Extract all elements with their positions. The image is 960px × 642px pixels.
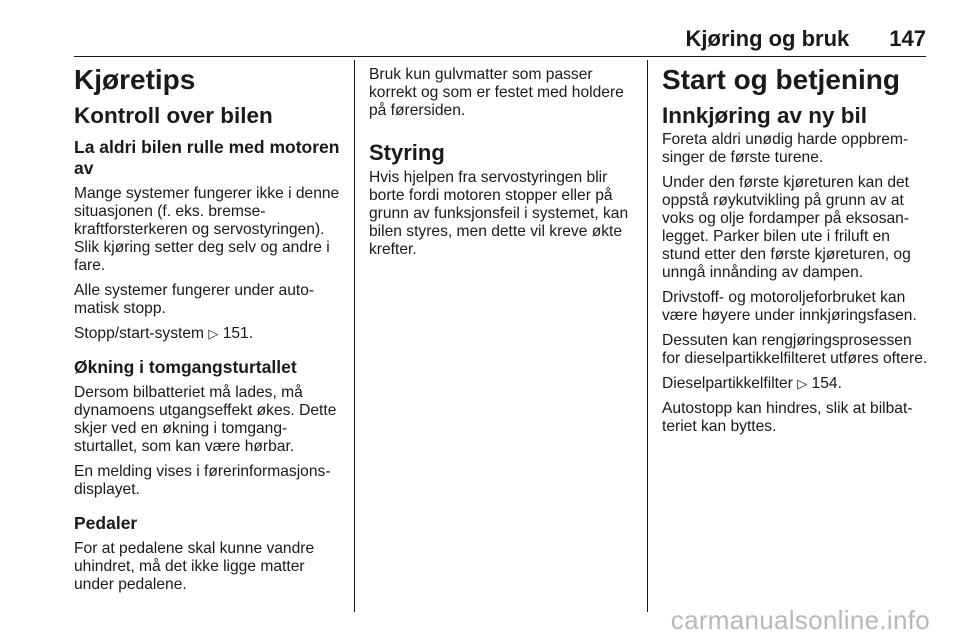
column-1 xyxy=(74,64,344,601)
paragraph: Autostopp kan hindres, slik at bilbat-teriet kan byttes. xyxy=(662,400,913,435)
heading-styring: Styring xyxy=(369,140,445,165)
crossref-page[interactable]: 154. xyxy=(811,375,842,392)
crossref-paragraph xyxy=(74,325,344,343)
paragraph: Bruk kun gulvmatter som passer korrekt og som er festet med holdere på førersiden. xyxy=(369,66,624,119)
column-3 xyxy=(662,64,930,443)
page-header xyxy=(686,26,926,52)
page-number: 147 xyxy=(889,26,926,51)
subheading-tomgang: Økning i tomgangsturtallet xyxy=(74,357,297,377)
arrow-right-icon: ▷ xyxy=(797,376,808,391)
column-2 xyxy=(369,66,635,266)
paragraph: Dessuten kan rengjøringsprosessen for dieselpartikkelfilteret utføres oftere. xyxy=(662,332,928,367)
subheading-rulle: La aldri bilen rulle med motoren av xyxy=(74,137,340,178)
header-section-title: Kjøring og bruk xyxy=(685,26,850,51)
paragraph: Foreta aldri unødig harde oppbrem-singer de første turene. xyxy=(662,131,909,166)
paragraph: En melding vises i førerinformasjons-displayet. xyxy=(74,463,331,498)
paragraph: Dersom bilbatteriet må lades, må dynamoens utgangseffekt økes. Dette skjer ved en økning i tomgang-sturtallet, som kan være hørbar. xyxy=(74,384,337,455)
crossref-text: Stopp/start-system xyxy=(74,325,204,342)
paragraph: For at pedalene skal kunne vandre uhindret, må det ikke ligge matter under pedalene. xyxy=(74,540,315,593)
heading-kjoretips: Kjøretips xyxy=(74,64,196,95)
header-rule xyxy=(74,56,926,57)
subheading-pedaler: Pedaler xyxy=(74,513,138,533)
crossref-text: Dieselpartikkelfilter xyxy=(662,375,793,392)
paragraph: Under den første kjøreturen kan det oppstå røykutvikling på grunn av at voks og olje fordamper på eksosan-legget. Parker bilen ute i friluft en stund etter den første kjøreturen, og unngå innånding av dampen. xyxy=(662,174,911,281)
paragraph: Drivstoff- og motoroljeforbruket kan være høyere under innkjøringsfasen. xyxy=(662,289,917,324)
column-divider-2 xyxy=(647,60,648,612)
crossref-paragraph xyxy=(662,375,930,393)
column-divider-1 xyxy=(354,60,355,612)
heading-innkjoring: Innkjøring av ny bil xyxy=(662,103,868,128)
paragraph: Mange systemer fungerer ikke i denne situasjonen (f. eks. bremse-kraftforsterkeren og servostyringen). Slik kjøring setter deg selv og andre i fare. xyxy=(74,185,340,274)
paragraph: Hvis hjelpen fra servostyringen blir borte fordi motoren stopper eller på grunn av funksjonsfeil i systemet, kan bilen styres, men dette vil kreve økte krefter. xyxy=(369,169,629,258)
heading-start-betjening: Start og betjening xyxy=(662,64,900,95)
arrow-right-icon: ▷ xyxy=(208,326,219,341)
watermark: carmanualsonline.info xyxy=(670,605,930,635)
crossref-page[interactable]: 151. xyxy=(222,325,254,342)
paragraph: Alle systemer fungerer under auto-matisk stopp. xyxy=(74,282,315,317)
heading-kontroll: Kontroll over bilen xyxy=(74,103,273,128)
